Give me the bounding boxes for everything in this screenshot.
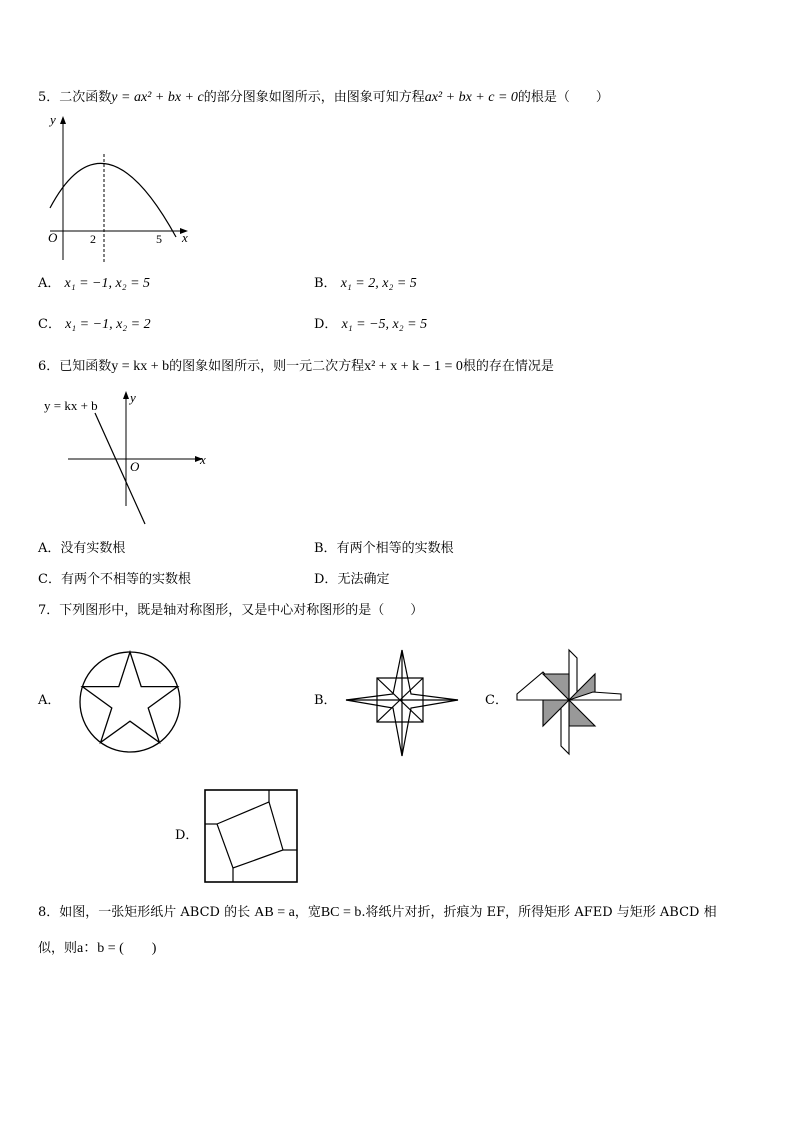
equation-expression: ax² + bx + c = 0 bbox=[424, 90, 518, 105]
tick-label-5: 5 bbox=[156, 232, 162, 246]
star-in-circle-figure[interactable] bbox=[78, 650, 182, 754]
q6-option-c[interactable]: C．有两个不相等的实数根 bbox=[38, 572, 191, 587]
bc-expression: BC = b bbox=[320, 905, 362, 920]
question-8-line2: 似，则a：b = ( ) bbox=[38, 941, 157, 956]
q5-option-d[interactable]: D． x₁ = −5, x₂ = 5 bbox=[314, 317, 428, 332]
question-5-stem: 5．二次函数y = ax² + bx + c的部分图象如图所示，由图象可知方程ax² + bx + c = 0的根是（ ） bbox=[38, 90, 609, 105]
tick-label-2: 2 bbox=[90, 232, 96, 246]
q6-option-b[interactable]: B．有两个相等的实数根 bbox=[314, 541, 454, 556]
question-number: 6． bbox=[38, 359, 60, 374]
x-axis-label: x bbox=[182, 230, 188, 245]
function-expression: y = kx + b bbox=[111, 359, 170, 374]
origin-label: O bbox=[130, 459, 140, 474]
q6-option-d[interactable]: D．无法确定 bbox=[314, 572, 390, 587]
question-number: 5． bbox=[38, 90, 60, 105]
ab-expression: AB = a bbox=[254, 905, 295, 920]
q5-option-c[interactable]: C． x₁ = −1, x₂ = 2 bbox=[38, 317, 151, 332]
question-8-line1: 8．如图，一张矩形纸片 ABCD 的长 AB = a，宽BC = b.将纸片对折，折痕为 EF，所得矩形 AFED 与矩形 ABCD 相 bbox=[38, 905, 717, 920]
q7-option-a-label[interactable]: A． bbox=[38, 693, 61, 708]
q5-option-a[interactable]: A． x₁ = −1, x₂ = 5 bbox=[38, 276, 151, 291]
line-label: y = kx + b bbox=[44, 398, 98, 413]
origin-label: O bbox=[48, 230, 58, 245]
question-6-stem: 6．已知函数y = kx + b的图象如图所示，则一元二次方程x² + x + k − 1 = 0根的存在情况是 bbox=[38, 359, 554, 374]
q7-option-b-label[interactable]: B． bbox=[314, 693, 337, 708]
y-axis-label: y bbox=[50, 112, 56, 127]
linear-graph bbox=[40, 388, 220, 528]
y-axis-label: y bbox=[130, 390, 136, 405]
q6-option-a[interactable]: A．没有实数根 bbox=[38, 541, 126, 556]
ratio-expression: a：b = ( ) bbox=[77, 941, 157, 956]
pinwheel-figure[interactable] bbox=[513, 648, 625, 758]
question-7-stem: 7．下列图形中，既是轴对称图形，又是中心对称图形的是（ ） bbox=[38, 603, 424, 618]
q7-option-c-label[interactable]: C． bbox=[485, 693, 508, 708]
q7-option-d-label[interactable]: D． bbox=[175, 828, 199, 843]
equation-expression: x² + x + k − 1 = 0 bbox=[364, 359, 463, 374]
x-axis-label: x bbox=[200, 452, 206, 467]
question-number: 8． bbox=[38, 905, 60, 920]
question-number: 7． bbox=[38, 603, 60, 618]
q5-option-b[interactable]: B． x₁ = 2, x₂ = 5 bbox=[314, 276, 417, 291]
parabola-graph bbox=[36, 112, 196, 262]
eight-point-star-figure[interactable] bbox=[345, 648, 459, 758]
square-in-square-figure[interactable] bbox=[203, 788, 299, 884]
function-expression: y = ax² + bx + c bbox=[111, 90, 204, 105]
